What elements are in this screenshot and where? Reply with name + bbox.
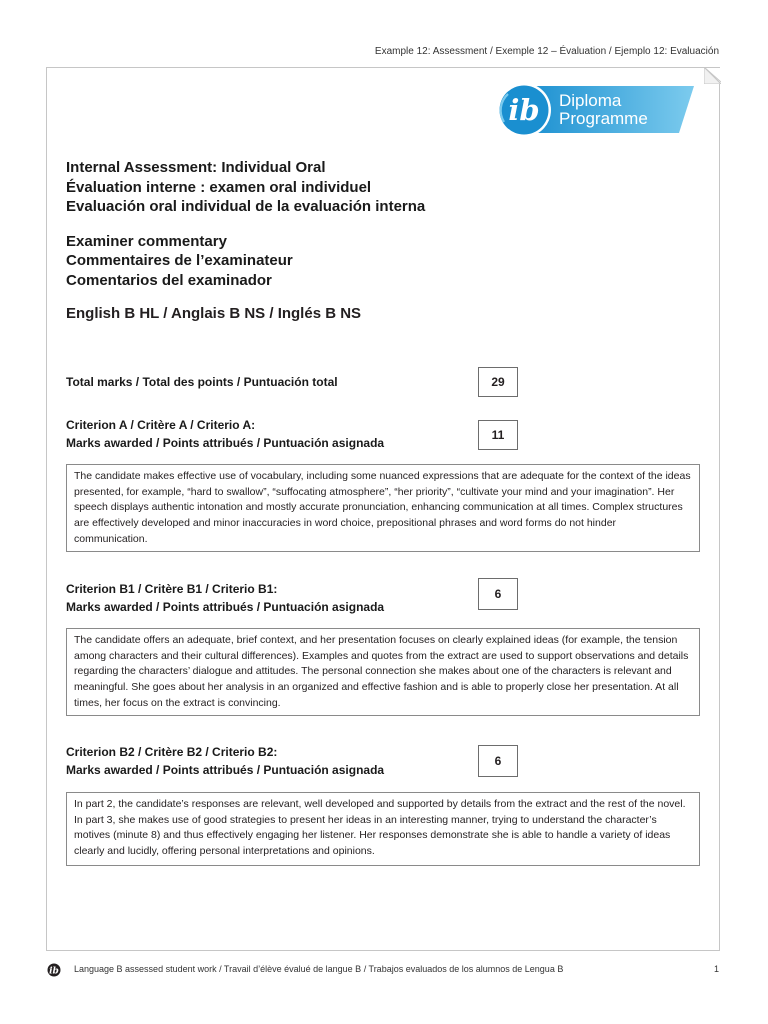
page-frame-right-edge: [719, 82, 720, 951]
course-title: English B HL / Anglais B NS / Inglés B NS: [66, 305, 362, 322]
title-block: [66, 158, 425, 324]
logo-line-programme: Programme: [559, 109, 648, 128]
criterion-a-label: [66, 416, 384, 452]
criterion-a-comment: The candidate makes effective use of vocabulary, including some nuanced expressions that are adequate for the context of the ideas presented, for example, “hard to swallow”, “suffocating atmosphere”, “her priority”, “cultivate your mind and your imagination”. Her speech displays authentic intonation and mostly accurate pronunciation, enhancing communication at all times. Complex structures are effectively developed and minor inaccuracies in word choice, prepositional phrases and word forms do not hinder communication.: [66, 464, 700, 552]
svg-text:ib: ib: [49, 966, 59, 977]
subtitle-spanish: Comentarios del examinador: [66, 271, 272, 289]
ib-diploma-programme-logo: [496, 82, 696, 138]
criterion-b2-heading: Criterion B2 / Critère B2 / Criterio B2:: [66, 745, 278, 759]
total-marks-label: Total marks / Total des points / Puntuación total: [66, 375, 338, 389]
criterion-a-heading: Criterion A / Critère A / Criterio A:: [66, 418, 256, 432]
ib-logo-icon: [47, 963, 61, 977]
running-header: Example 12: Assessment / Exemple 12 – Évaluation / Ejemplo 12: Evaluación: [374, 46, 719, 57]
criterion-b2-comment: In part 2, the candidate’s responses are relevant, well developed and supported by details from the extract and the rest of the novel. In part 3, she makes use of good strategies to present her ideas in an interesting manner, trying to understand the character’s motives (minute 8) and thus effectively engaging her listener. Her responses demonstrate she is able to handle a variety of ideas clearly and lucidly, offering personal interpretations and opinions.: [66, 792, 700, 866]
subtitle-english: Examiner commentary: [66, 232, 227, 250]
criterion-b2-marks-label: Marks awarded / Points attribués / Puntuación asignada: [66, 763, 385, 777]
title-french: Évaluation interne : examen oral individuel: [66, 178, 372, 196]
title-spanish: Evaluación oral individual de la evaluación interna: [66, 198, 426, 215]
criterion-b1-mark-box: 6: [478, 578, 518, 610]
criterion-b1-marks-label: Marks awarded / Points attribués / Puntuación asignada: [66, 600, 385, 614]
footer-text: Language B assessed student work / Travail d’élève évalué de langue B / Trabajos evaluados de los alumnos de Lengua B: [74, 964, 564, 974]
criterion-a-mark-box: 11: [478, 420, 518, 450]
subtitle-french: Commentaires de l’examinateur: [66, 252, 293, 269]
criterion-a-marks-label: Marks awarded / Points attribués / Puntuación asignada: [66, 436, 385, 450]
criterion-b1-label: [66, 580, 384, 616]
total-marks-box: 29: [478, 367, 518, 397]
logo-line-diploma: Diploma: [559, 91, 622, 110]
title-english: Internal Assessment: Individual Oral: [66, 159, 326, 176]
criterion-b1-heading: Criterion B1 / Critère B1 / Criterio B1:: [66, 582, 278, 596]
criterion-b2-mark-box: 6: [478, 745, 518, 777]
criterion-b1-comment: The candidate offers an adequate, brief context, and her presentation focuses on clearly explained ideas (for example, the tension among characters and their cultural differences). Examples and quotes from the extract are used to support observations and details regarding the characters’ dialogue and attitudes. The personal connection she makes about one of the characters is relevant and meaningful. She goes about her analysis in an organized and effective fashion and is able to properly close her presentation. At all times, her focus on the extract is convincing.: [66, 628, 700, 716]
criterion-b2-label: [66, 743, 384, 779]
page-number: 1: [714, 964, 720, 974]
corner-fold-icon: [704, 67, 721, 84]
ib-logo-mark: ib: [508, 93, 540, 127]
